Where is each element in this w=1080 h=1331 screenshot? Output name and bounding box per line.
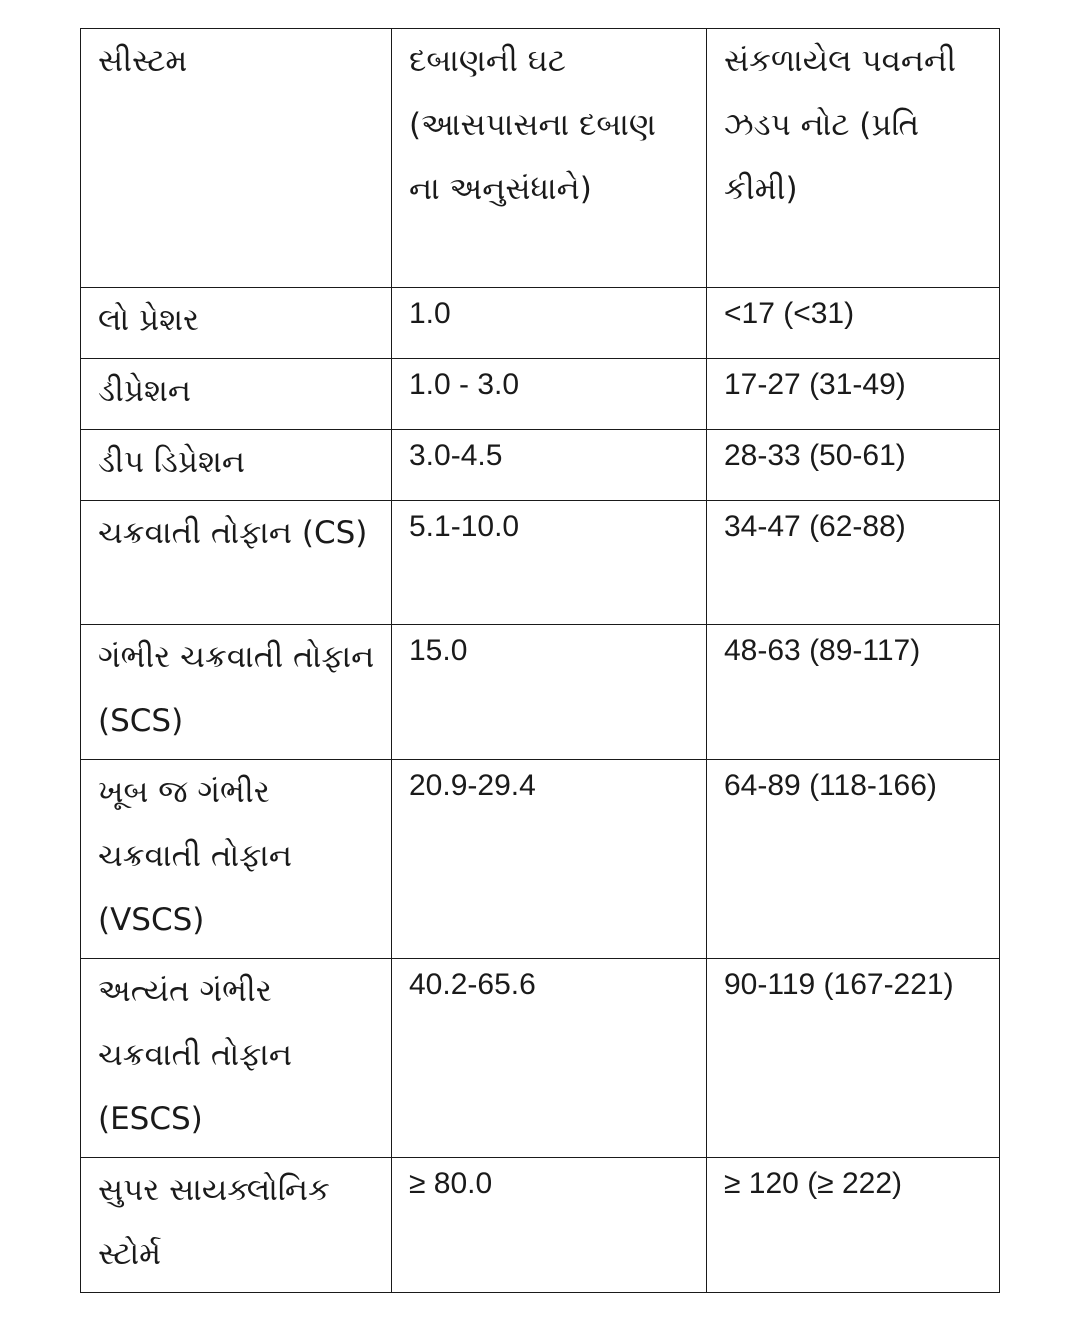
- header-wind-speed: સંકળાયેલ પવનની ઝડપ નોટ (પ્રતિ કીમી): [707, 29, 1000, 288]
- cell-system: લો પ્રેશર: [81, 288, 392, 359]
- cell-wind-speed: 64-89 (118-166): [707, 760, 1000, 959]
- cell-wind-speed: ≥ 120 (≥ 222): [707, 1158, 1000, 1293]
- table-row: [81, 1158, 1000, 1293]
- cell-pressure-drop: ≥ 80.0: [392, 1158, 707, 1293]
- cell-system: ખૂબ જ ગંભીર ચક્રવાતી તોફાન (VSCS): [81, 760, 392, 959]
- cell-system: ગંભીર ચક્રવાતી તોફાન (SCS): [81, 625, 392, 760]
- cell-wind-speed: 90-119 (167-221): [707, 959, 1000, 1158]
- cell-pressure-drop: 40.2-65.6: [392, 959, 707, 1158]
- cell-pressure-drop: 20.9-29.4: [392, 760, 707, 959]
- cell-pressure-drop: 5.1-10.0: [392, 501, 707, 625]
- cell-system: ડીપ ડિપ્રેશન: [81, 430, 392, 501]
- table-header-row: [81, 29, 1000, 288]
- cell-system: અત્યંત ગંભીર ચક્રવાતી તોફાન (ESCS): [81, 959, 392, 1158]
- cell-wind-speed: <17 (<31): [707, 288, 1000, 359]
- cell-system: ડીપ્રેશન: [81, 359, 392, 430]
- cell-pressure-drop: 15.0: [392, 625, 707, 760]
- cell-pressure-drop: 3.0-4.5: [392, 430, 707, 501]
- table-row: [81, 625, 1000, 760]
- cell-pressure-drop: 1.0: [392, 288, 707, 359]
- cyclone-classification-table: [80, 28, 1000, 1293]
- cell-wind-speed: 28-33 (50-61): [707, 430, 1000, 501]
- header-pressure-drop: દબાણની ઘટ (આસપાસના દબાણ ના અનુસંધાને): [392, 29, 707, 288]
- table-row: [81, 760, 1000, 959]
- table-row: [81, 288, 1000, 359]
- cell-wind-speed: 48-63 (89-117): [707, 625, 1000, 760]
- cell-wind-speed: 17-27 (31-49): [707, 359, 1000, 430]
- header-system: સીસ્ટમ: [81, 29, 392, 288]
- table-row: [81, 959, 1000, 1158]
- cell-wind-speed: 34-47 (62-88): [707, 501, 1000, 625]
- table-row: [81, 430, 1000, 501]
- cell-system: સુપર સાયક્લોનિક સ્ટોર્મ: [81, 1158, 392, 1293]
- cell-pressure-drop: 1.0 - 3.0: [392, 359, 707, 430]
- table-row: [81, 501, 1000, 625]
- cell-system: ચક્રવાતી તોફાન (CS): [81, 501, 392, 625]
- table-row: [81, 359, 1000, 430]
